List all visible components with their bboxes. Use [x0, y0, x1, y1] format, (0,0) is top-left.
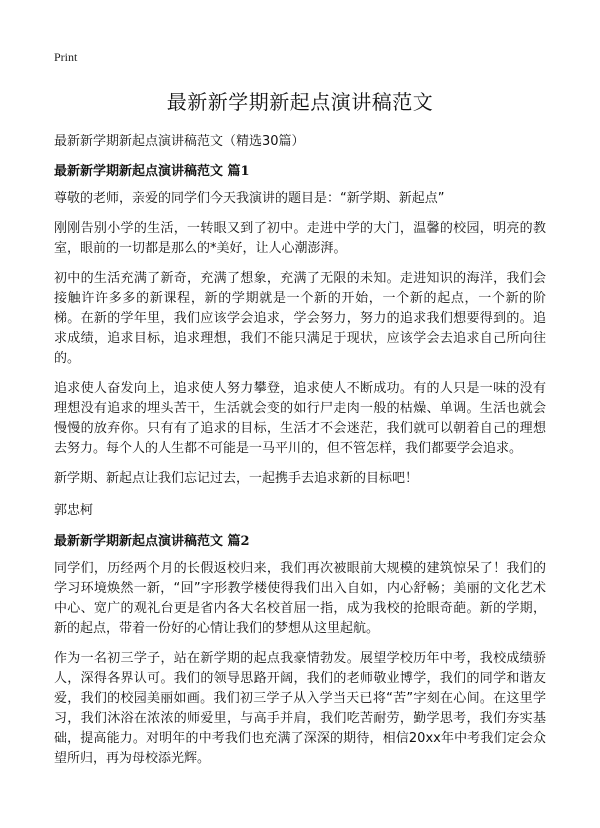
section-2-paragraph-1: 同学们，历经两个月的长假返校归来，我们再次被眼前大规模的建筑惊呆了！我们的学习环境焕然一新，“回”字形教学楼使得我们出入自如，内心舒畅；美丽的文化艺术中心、宽广的观礼台更是省内各大名校首屈一指，成为我校的抢眼奇葩。新的学期，新的起点，带着一份好的心情让我们的梦想从这里起航。: [54, 561, 546, 636]
section-heading-2: 最新新学期新起点演讲稿范文 篇2: [54, 534, 250, 549]
page-title: 最新新学期新起点演讲稿范文: [166, 90, 434, 114]
section-1-signature: 郭忠柯: [54, 503, 94, 518]
section-1-paragraph-2: 刚刚告别小学的生活，一转眼又到了初中。走进中学的大门，温馨的校园，明亮的教室，眼前的一切都是那么的*美好，让人心潮澎湃。: [54, 221, 546, 256]
document-subtitle: 最新新学期新起点演讲稿范文（精选30篇）: [54, 134, 305, 149]
section-1-paragraph-4: 追求使人奋发向上，追求使人努力攀登，追求使人不断成功。有的人只是一味的没有理想没有追求的埋头苦干，生活就会变的如行尸走肉一般的枯燥、单调。生活也就会慢慢的放弃你。只有有了追求的目标，生活才不会迷茫，我们就可以朝着自己的理想去努力。每个人的人生都不可能是一马平川的，但不管怎样，我们都要学会追求。: [54, 381, 546, 456]
print-link[interactable]: Print: [54, 50, 78, 64]
section-1-paragraph-3: 初中的生活充满了新奇，充满了想象，充满了无限的未知。走进知识的海洋，我们会接触许许多多的新课程，新的学期就是一个新的开始，一个新的起点，一个新的阶梯。在新的学年里，我们应该学会追求，学会努力，努力的追求我们想要得到的。追求成绩，追求目标，追求理想，我们不能只满足于现状，应该学会去追求自己所向往的。: [54, 271, 546, 366]
section-1-paragraph-1: 尊敬的老师，亲爱的同学们今天我演讲的题目是：“新学期、新起点”: [54, 191, 445, 206]
section-heading-1: 最新新学期新起点演讲稿范文 篇1: [54, 164, 250, 179]
section-1-paragraph-5: 新学期、新起点让我们忘记过去，一起携手去追求新的目标吧！: [54, 471, 419, 486]
section-2-paragraph-2: 作为一名初三学子，站在新学期的起点我豪情勃发。展望学校历年中考，我校成绩骄人，深得各界认可。我们的领导思路开阔，我们的老师敬业博学，我们的同学和谐友爱，我们的校园美丽如画。我们初三学子从入学当天已将“苦”字刻在心间。在这里学习，我们沐浴在浓浓的师爱里，与高手并肩，我们吃苦耐劳，勤学思考，我们夯实基础，提高能力。对明年的中考我们也充满了深深的期待，相信20xx年中考我们定会众望所归，再为母校添光辉。: [54, 651, 546, 766]
